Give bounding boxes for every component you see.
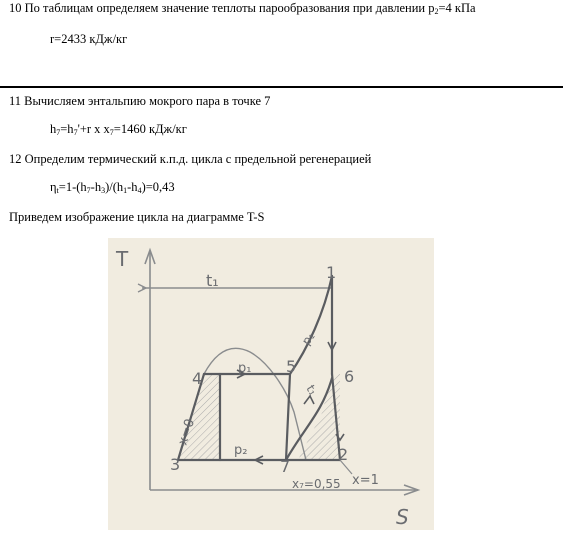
- point-5-label: 5: [286, 357, 297, 376]
- point-7-label: 7: [280, 457, 291, 476]
- point-6-label: 6: [344, 367, 355, 386]
- isotherm-t1-curve-label: t₁: [303, 382, 321, 398]
- step10-result: r=2433 кДж/кг: [50, 32, 128, 46]
- pressure-p1-curve-label: p₁: [298, 329, 318, 348]
- point-3-label: 3: [170, 455, 181, 474]
- ts-diagram: [108, 238, 434, 530]
- step12-text: 12 Определим термический к.п.д. цикла с предельной регенерацией: [9, 152, 372, 166]
- t-axis: [145, 250, 155, 490]
- point-4-label: 4: [192, 369, 203, 388]
- ts-diagram-drawing: [108, 238, 434, 530]
- pressure-p1-label: p₁: [238, 361, 252, 376]
- point-1-label: 1: [326, 263, 337, 282]
- x0-label: x=0: [175, 417, 199, 448]
- x7-label: x₇=0,55: [292, 477, 341, 491]
- axis-s-label: S: [396, 505, 409, 529]
- point-2-label: 2: [338, 445, 349, 464]
- diagram-intro: Приведем изображение цикла на диаграмме T-S: [9, 210, 265, 224]
- step11-formula: $h_7=h_7'+r$ x $x_7=1460$ кДж/кг: [50, 122, 187, 137]
- section-divider: [0, 86, 563, 88]
- step10-text: 10 По таблицам определяем значение теплоты парообразования при давлении $p_2=4$ кПа: [9, 1, 476, 16]
- x1-label: x=1: [352, 473, 379, 488]
- isotherm-t1-label: t₁: [206, 271, 219, 290]
- axis-t-label: T: [116, 247, 129, 271]
- step11-text: 11 Вычисляем энтальпию мокрого пара в точке 7: [9, 94, 271, 108]
- pressure-p2-label: p₂: [234, 443, 248, 458]
- step12-formula: $\eta_t=1-(h_7-h_3)/(h_1-h_4)=0,43$: [50, 180, 175, 195]
